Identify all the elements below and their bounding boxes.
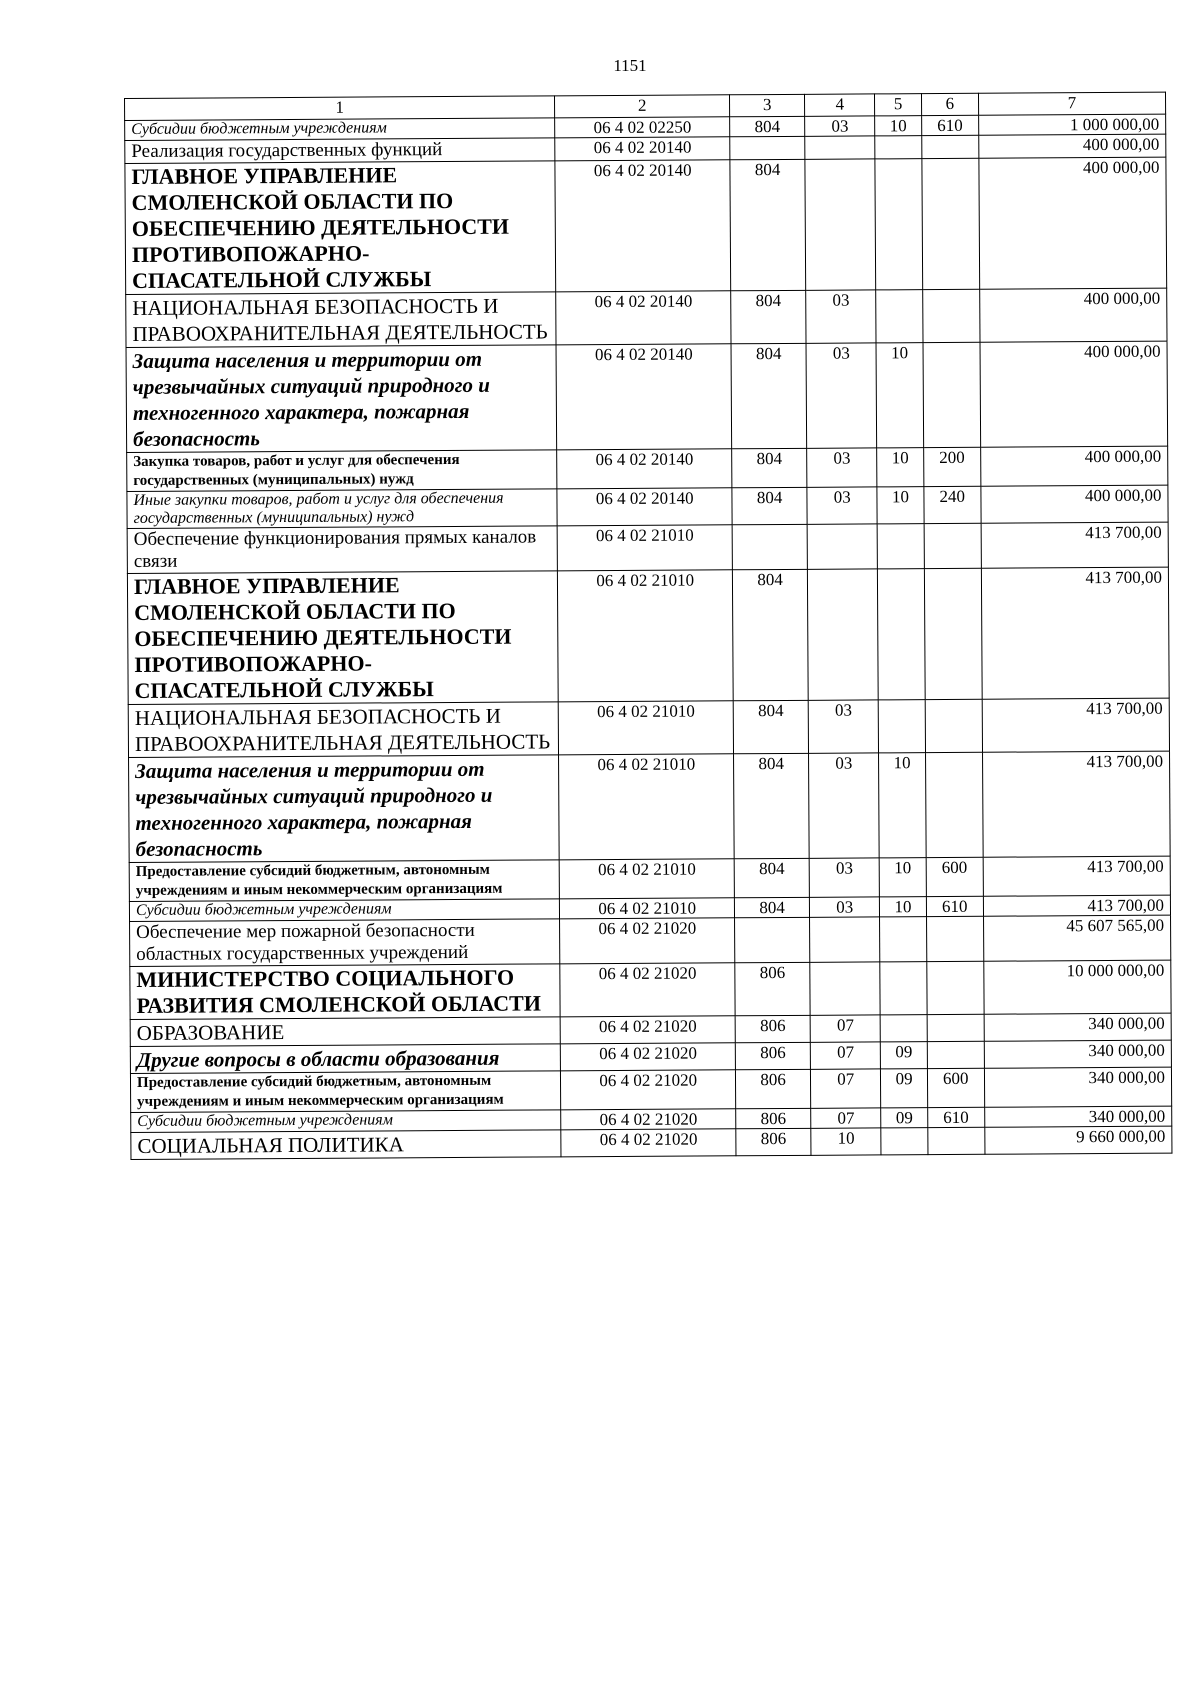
expense-type-cell: [922, 158, 980, 289]
table-row: [126, 288, 1167, 347]
target-code-cell: 06 4 02 21010: [558, 701, 733, 755]
item-name-cell: Субсидии бюджетным учреждениям: [131, 1110, 561, 1133]
subsection-code-cell: 09: [881, 1108, 927, 1128]
ministry-code-cell: 804: [730, 159, 806, 290]
expense-type-cell: 240: [924, 486, 981, 523]
header-cell-4: 4: [805, 94, 876, 116]
table-row: [131, 1126, 1172, 1159]
target-code-cell: 06 4 02 20140: [557, 449, 732, 489]
table-row: [126, 341, 1168, 452]
section-code-cell: [810, 962, 881, 1015]
item-name-cell: СОЦИАЛЬНАЯ ПОЛИТИКА: [131, 1130, 561, 1160]
ministry-code-cell: 804: [730, 116, 805, 136]
expense-type-cell: [924, 523, 981, 568]
subsection-code-cell: [880, 962, 927, 1015]
amount-cell: 45 607 565,00: [983, 915, 1170, 961]
ministry-code-cell: 804: [734, 753, 809, 858]
amount-cell: 400 000,00: [980, 288, 1167, 342]
ministry-code-cell: 806: [735, 962, 810, 1015]
subsection-code-cell: [881, 1128, 927, 1155]
ministry-code-cell: 806: [736, 1108, 811, 1128]
item-name-cell: Субсидии бюджетным учреждениям: [125, 118, 555, 141]
target-code-cell: 06 4 02 20140: [556, 344, 732, 450]
item-name-cell: Закупка товаров, работ и услуг для обеспечения государственных (муниципальных) нужд: [127, 450, 557, 492]
item-name-cell: Защита населения и территории от чрезвычайных ситуаций природного и техногенного характера, пожарная безопасность: [129, 755, 560, 863]
header-cell-3: 3: [730, 94, 805, 116]
subsection-code-cell: 10: [877, 448, 923, 487]
header-cell-1: 1: [125, 96, 555, 121]
ministry-code-cell: 806: [735, 1015, 810, 1042]
subsection-code-cell: 09: [881, 1069, 927, 1108]
amount-cell: 400 000,00: [980, 341, 1168, 447]
target-code-cell: 06 4 02 20140: [555, 160, 731, 292]
amount-cell: 413 700,00: [982, 698, 1169, 752]
item-name-cell: ОБРАЗОВАНИЕ: [130, 1017, 560, 1047]
ministry-code-cell: 806: [735, 1042, 810, 1069]
amount-cell: 400 000,00: [979, 134, 1166, 158]
table-row: [127, 485, 1168, 528]
amount-cell: 413 700,00: [981, 567, 1169, 699]
amount-cell: 340 000,00: [984, 1013, 1171, 1041]
amount-cell: 340 000,00: [984, 1040, 1171, 1068]
subsection-code-cell: 10: [880, 897, 926, 917]
section-code-cell: 03: [806, 343, 877, 448]
amount-cell: 9 660 000,00: [985, 1126, 1172, 1154]
subsection-code-cell: [875, 136, 921, 159]
expense-type-cell: 610: [927, 1107, 984, 1127]
item-name-cell: ГЛАВНОЕ УПРАВЛЕНИЕ СМОЛЕНСКОЙ ОБЛАСТИ ПО ОБЕСПЕЧЕНИЮ ДЕЯТЕЛЬНОСТИ ПРОТИВОПОЖАРНО-СПАСАТЕЛЬНОЙ СЛУЖБЫ: [127, 571, 558, 705]
expense-type-cell: 610: [926, 896, 983, 916]
table-row: [127, 522, 1168, 573]
expense-type-cell: [926, 961, 984, 1014]
item-name-cell: Субсидии бюджетным учреждениям: [129, 899, 559, 922]
header-cell-5: 5: [875, 94, 921, 116]
target-code-cell: 06 4 02 20140: [557, 488, 732, 526]
item-name-cell: Обеспечение функционирования прямых каналов связи: [127, 526, 558, 574]
section-code-cell: 03: [807, 448, 878, 487]
amount-cell: 1 000 000,00: [978, 114, 1165, 135]
item-name-cell: Другие вопросы в области образования: [130, 1044, 560, 1074]
section-code-cell: 03: [809, 858, 880, 897]
amount-cell: 413 700,00: [981, 522, 1168, 568]
subsection-code-cell: 10: [877, 487, 923, 524]
target-code-cell: 06 4 02 21020: [561, 1043, 736, 1071]
section-code-cell: 03: [808, 700, 879, 753]
item-name-cell: МИНИСТЕРСТВО СОЦИАЛЬНОГО РАЗВИТИЯ СМОЛЕНСКОЙ ОБЛАСТИ: [130, 964, 561, 1020]
ministry-code-cell: 804: [732, 487, 807, 524]
ministry-code-cell: 804: [733, 569, 809, 700]
amount-cell: 10 000 000,00: [984, 960, 1171, 1014]
subsection-code-cell: [878, 569, 925, 700]
expense-type-cell: [923, 342, 981, 447]
target-code-cell: 06 4 02 21020: [560, 918, 735, 964]
expense-type-cell: [921, 135, 978, 158]
amount-cell: 413 700,00: [982, 751, 1170, 857]
table-row: [125, 157, 1167, 294]
section-code-cell: 07: [811, 1108, 882, 1128]
target-code-cell: 06 4 02 21020: [560, 963, 735, 1017]
section-code-cell: 10: [811, 1128, 882, 1155]
item-name-cell: Защита населения и территории от чрезвычайных ситуаций природного и техногенного характера, пожарная безопасность: [126, 345, 557, 453]
item-name-cell: Реализация государственных функций: [125, 138, 555, 164]
subsection-code-cell: [880, 917, 926, 962]
amount-cell: 400 000,00: [979, 157, 1167, 289]
header-cell-7: 7: [978, 92, 1165, 115]
table-row: [129, 856, 1170, 901]
section-code-cell: 03: [805, 116, 876, 136]
expense-type-cell: 600: [926, 857, 983, 896]
section-code-cell: 07: [810, 1015, 881, 1042]
subsection-code-cell: [878, 524, 924, 569]
item-name-cell: Обеспечение мер пожарной безопасности областных государственных учреждений: [130, 919, 561, 967]
subsection-code-cell: [881, 1015, 927, 1042]
target-code-cell: 06 4 02 21010: [557, 525, 732, 571]
section-code-cell: 03: [806, 290, 877, 343]
item-name-cell: Иные закупки товаров, работ и услуг для обеспечения государственных (муниципальных) нужд: [127, 489, 557, 529]
ministry-code-cell: 806: [736, 1128, 811, 1155]
expense-type-cell: [927, 1014, 984, 1041]
table-row: [128, 698, 1169, 757]
subsection-code-cell: 10: [875, 116, 921, 136]
target-code-cell: 06 4 02 21010: [559, 754, 735, 860]
header-cell-2: 2: [555, 95, 730, 118]
section-code-cell: 07: [810, 1069, 881, 1108]
ministry-code-cell: 804: [734, 858, 809, 897]
expense-type-cell: 600: [927, 1068, 984, 1107]
expense-type-cell: [927, 1041, 984, 1068]
table-body: [125, 92, 1172, 1159]
item-name-cell: Предоставление субсидий бюджетным, автономным учреждениям и иным некоммерческим организациям: [129, 860, 559, 902]
subsection-code-cell: 10: [879, 753, 926, 858]
budget-table: [124, 92, 1172, 1160]
table-row: [127, 446, 1168, 491]
item-name-cell: НАЦИОНАЛЬНАЯ БЕЗОПАСНОСТЬ И ПРАВООХРАНИТЕЛЬНАЯ ДЕЯТЕЛЬНОСТЬ: [126, 292, 557, 348]
subsection-code-cell: [879, 700, 926, 753]
expense-type-cell: [925, 699, 983, 752]
ministry-code-cell: 806: [736, 1069, 811, 1108]
target-code-cell: 06 4 02 21020: [561, 1109, 736, 1130]
amount-cell: 400 000,00: [981, 446, 1168, 486]
table-row: [130, 915, 1171, 966]
ministry-code-cell: 804: [731, 343, 806, 448]
amount-cell: 413 700,00: [983, 895, 1170, 916]
section-code-cell: [805, 136, 876, 159]
target-code-cell: 06 4 02 02250: [555, 117, 730, 138]
page-number: 1151: [613, 56, 647, 75]
section-code-cell: 03: [807, 487, 878, 524]
expense-type-cell: [925, 752, 983, 857]
expense-type-cell: [926, 916, 983, 961]
target-code-cell: 06 4 02 20140: [555, 137, 730, 161]
table-row: [130, 960, 1171, 1019]
section-code-cell: 03: [809, 753, 880, 858]
item-name-cell: ГЛАВНОЕ УПРАВЛЕНИЕ СМОЛЕНСКОЙ ОБЛАСТИ ПО ОБЕСПЕЧЕНИЮ ДЕЯТЕЛЬНОСТИ ПРОТИВОПОЖАРНО-СПАСАТЕЛЬНОЙ СЛУЖБЫ: [125, 161, 556, 295]
item-name-cell: Предоставление субсидий бюджетным, автономным учреждениям и иным некоммерческим организациям: [130, 1071, 560, 1113]
target-code-cell: 06 4 02 21020: [561, 1129, 736, 1157]
ministry-code-cell: 804: [733, 700, 808, 753]
table-row: [129, 751, 1171, 862]
table-row: [130, 1067, 1171, 1112]
section-code-cell: [807, 524, 878, 569]
ministry-code-cell: 804: [732, 448, 807, 487]
section-code-cell: [807, 569, 878, 700]
item-name-cell: НАЦИОНАЛЬНАЯ БЕЗОПАСНОСТЬ И ПРАВООХРАНИТЕЛЬНАЯ ДЕЯТЕЛЬНОСТЬ: [128, 702, 559, 758]
subsection-code-cell: 09: [881, 1042, 927, 1069]
section-code-cell: 07: [810, 1042, 881, 1069]
amount-cell: 340 000,00: [985, 1106, 1172, 1127]
subsection-code-cell: [875, 159, 922, 290]
subsection-code-cell: 10: [880, 858, 926, 897]
ministry-code-cell: 804: [731, 290, 806, 343]
ministry-code-cell: [735, 917, 810, 962]
section-code-cell: [810, 917, 881, 962]
expense-type-cell: [924, 568, 982, 699]
target-code-cell: 06 4 02 21010: [558, 570, 734, 702]
expense-type-cell: [922, 289, 980, 342]
target-code-cell: 06 4 02 21010: [559, 859, 734, 899]
amount-cell: 340 000,00: [984, 1067, 1171, 1107]
section-code-cell: 03: [809, 897, 880, 917]
amount-cell: 413 700,00: [983, 856, 1170, 896]
ministry-code-cell: 804: [735, 897, 810, 917]
expense-type-cell: 200: [923, 447, 980, 486]
amount-cell: 400 000,00: [981, 485, 1168, 523]
expense-type-cell: [927, 1127, 984, 1154]
ministry-code-cell: [732, 524, 807, 569]
ministry-code-cell: [730, 136, 805, 159]
target-code-cell: 06 4 02 21010: [560, 898, 735, 919]
subsection-code-cell: 10: [876, 343, 923, 448]
header-cell-6: 6: [921, 93, 978, 115]
target-code-cell: 06 4 02 21020: [560, 1016, 735, 1044]
section-code-cell: [805, 159, 876, 290]
table-row: [127, 567, 1169, 704]
target-code-cell: 06 4 02 20140: [556, 291, 731, 345]
expense-type-cell: 610: [921, 115, 978, 135]
target-code-cell: 06 4 02 21020: [561, 1070, 736, 1110]
subsection-code-cell: [876, 290, 923, 343]
